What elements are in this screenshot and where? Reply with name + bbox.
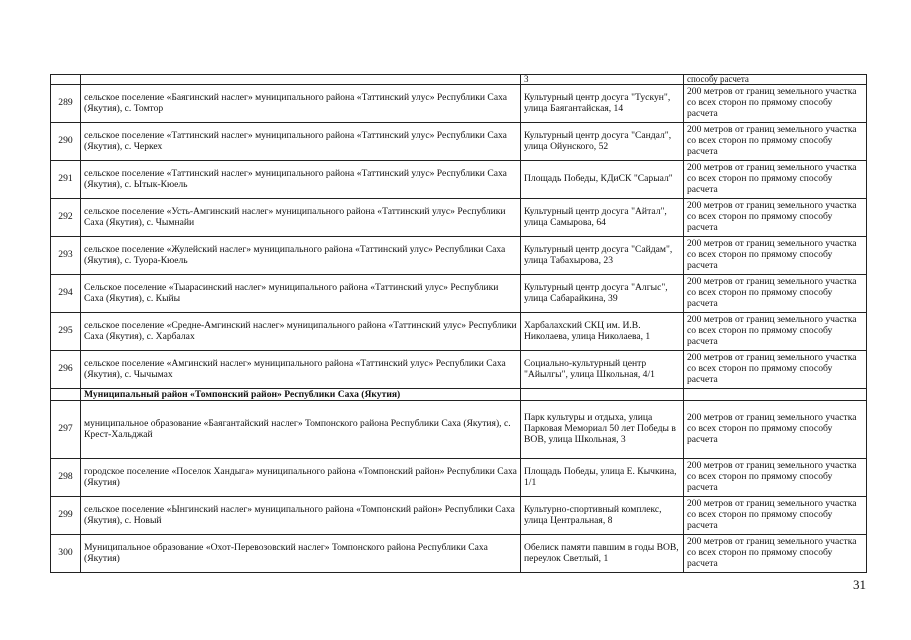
row-number: 298 <box>51 459 81 497</box>
settlement-name <box>81 75 521 85</box>
table-row <box>51 459 867 497</box>
row-number: 291 <box>51 161 81 199</box>
object-location: Социально-культурный центр "Айылгы", улица Школьная, 4/1 <box>521 351 684 389</box>
distance-text: 200 метров от границ земельного участка со всех сторон по прямому способу расчета <box>684 351 867 389</box>
settlement-name: муниципальное образование «Баягантайский наслег» Томпонского района Республики Саха (Якутия), с. Крест-Хальджай <box>81 401 521 459</box>
column-number-label: 3 <box>521 75 684 85</box>
row-number: 289 <box>51 85 81 123</box>
distance-text: 200 метров от границ земельного участка со всех сторон по прямому способу расчета <box>684 199 867 237</box>
row-number: 294 <box>51 275 81 313</box>
table-row <box>51 237 867 275</box>
object-location: Площадь Победы, КДиСК "Сарыал" <box>521 161 684 199</box>
table-row <box>51 497 867 535</box>
object-location: Культурный центр досуга "Алгыс", улица Сабарайкина, 39 <box>521 275 684 313</box>
table-row <box>51 275 867 313</box>
object-location: Обелиск памяти павшим в годы ВОВ, переулок Светлый, 1 <box>521 535 684 573</box>
object-location: Культурный центр досуга "Сандал", улица Ойунского, 52 <box>521 123 684 161</box>
row-number: 290 <box>51 123 81 161</box>
row-number: 293 <box>51 237 81 275</box>
page-number: 31 <box>853 577 866 592</box>
table-row <box>51 313 867 351</box>
settlement-name: Муниципальное образование «Охот-Перевозовский наслег» Томпонского района Республики Саха (Якутия) <box>81 535 521 573</box>
distance-text: 200 метров от границ земельного участка со всех сторон по прямому способу расчета <box>684 401 867 459</box>
object-location: Парк культуры и отдыха, улица Парковая Мемориал 50 лет Победы в ВОВ, улица Школьная, 3 <box>521 401 684 459</box>
object-location: Площадь Победы, улица Е. Кычкина, 1/1 <box>521 459 684 497</box>
table-row <box>51 123 867 161</box>
distance-text: 200 метров от границ земельного участка со всех сторон по прямому способу расчета <box>684 237 867 275</box>
section-header-row <box>51 389 867 401</box>
row-number <box>51 75 81 85</box>
table-row <box>51 535 867 573</box>
settlement-name: сельское поселение «Баягинский наслег» муниципального района «Таттинский улус» Республики Саха (Якутия), с. Томтор <box>81 85 521 123</box>
table-row <box>51 401 867 459</box>
table-row <box>51 85 867 123</box>
row-number: 295 <box>51 313 81 351</box>
row-number: 296 <box>51 351 81 389</box>
distance-text: 200 метров от границ земельного участка со всех сторон по прямому способу расчета <box>684 497 867 535</box>
distance-text: 200 метров от границ земельного участка со всех сторон по прямому способу расчета <box>684 459 867 497</box>
settlement-name: сельское поселение «Таттинский наслег» муниципального района «Таттинский улус» Республики Саха (Якутия), с. Черкех <box>81 123 521 161</box>
distance-text: 200 метров от границ земельного участка со всех сторон по прямому способу расчета <box>684 535 867 573</box>
object-location: Культурно-спортивный комплекс, улица Центральная, 8 <box>521 497 684 535</box>
district-title: Муниципальный район «Томпонский район» Республики Саха (Якутия) <box>81 389 521 401</box>
settlement-name: сельское поселение «Жулейский наслег» муниципального района «Таттинский улус» Республики Саха (Якутия), с. Туора-Кюель <box>81 237 521 275</box>
distance-text: 200 метров от границ земельного участка со всех сторон по прямому способу расчета <box>684 161 867 199</box>
object-location: Культурный центр досуга "Сайдам", улица Табахырова, 23 <box>521 237 684 275</box>
object-location: Культурный центр досуга "Тускун", улица Баягантайская, 14 <box>521 85 684 123</box>
row-number: 300 <box>51 535 81 573</box>
settlement-name: сельское поселение «Усть-Амгинский наслег» муниципального района «Таттинский улус» Республики Саха (Якутия), с. Чымнайи <box>81 199 521 237</box>
settlement-name: сельское поселение «Таттинский наслег» муниципального района «Таттинский улус» Республики Саха (Якутия), с. Ытык-Кюель <box>81 161 521 199</box>
distance-text: 200 метров от границ земельного участка со всех сторон по прямому способу расчета <box>684 313 867 351</box>
distance-text: 200 метров от границ земельного участка со всех сторон по прямому способу расчета <box>684 85 867 123</box>
table-row <box>51 199 867 237</box>
row-number: 292 <box>51 199 81 237</box>
continuation-row <box>51 75 867 85</box>
settlement-name: городское поселение «Поселок Хандыга» муниципального района «Томпонский район» Республики Саха (Якутия) <box>81 459 521 497</box>
settlement-name: Сельское поселение «Тыарасинский наслег» муниципального района «Таттинский улус» Республики Саха (Якутия), с. Кыйы <box>81 275 521 313</box>
object-location: Харбалахский СКЦ им. И.В. Николаева, улица Николаева, 1 <box>521 313 684 351</box>
settlement-name: сельское поселение «Ынгинский наслег» муниципального района «Томпонский район» Республики Саха (Якутия), с. Новый <box>81 497 521 535</box>
row-number: 299 <box>51 497 81 535</box>
settlements-table <box>50 74 867 573</box>
table-row <box>51 161 867 199</box>
distance-text: 200 метров от границ земельного участка со всех сторон по прямому способу расчета <box>684 275 867 313</box>
row-number: 297 <box>51 401 81 459</box>
settlement-name: сельское поселение «Средне-Амгинский наслег» муниципального района «Таттинский улус» Республики Саха (Якутия), с. Харбалах <box>81 313 521 351</box>
distance-text: 200 метров от границ земельного участка со всех сторон по прямому способу расчета <box>684 123 867 161</box>
settlement-name: сельское поселение «Амгинский наслег» муниципального района «Таттинский улус» Республики Саха (Якутия), с. Чычымах <box>81 351 521 389</box>
table-row <box>51 351 867 389</box>
object-location: Культурный центр досуга "Айтал", улица Самырова, 64 <box>521 199 684 237</box>
distance-text: способу расчета <box>684 75 867 85</box>
